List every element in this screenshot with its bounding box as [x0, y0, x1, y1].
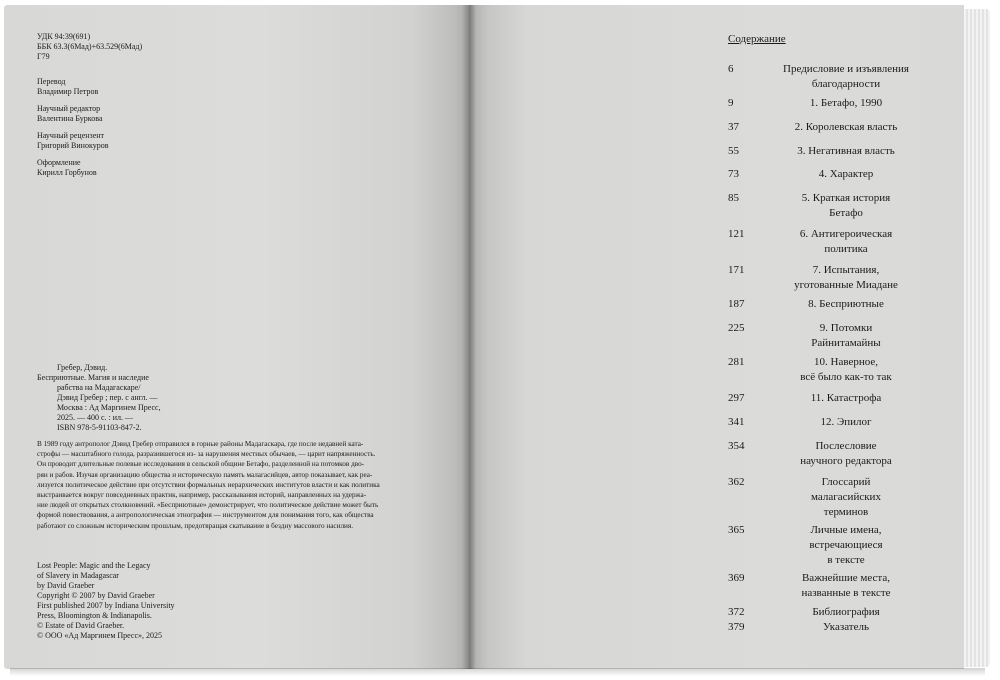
- toc-page-number: 372: [728, 606, 745, 618]
- toc-chapter-title: [773, 263, 919, 293]
- toc-page-number: 341: [728, 416, 745, 428]
- toc-title-line: 3. Негативная власть: [797, 145, 895, 157]
- toc-chapter-title: [773, 355, 919, 385]
- catalog-line: Бесприютные. Магия и наследие: [37, 373, 149, 382]
- page-edges: [964, 9, 990, 667]
- toc-chapter-title: [773, 523, 919, 568]
- toc-title: Содержание: [728, 33, 786, 45]
- toc-title-line: 7. Испытания,: [812, 264, 880, 276]
- toc-chapter-title: [773, 415, 919, 430]
- credit-name: Кирилл Горбунов: [37, 168, 97, 177]
- toc-title-line: Предисловие и изъявления: [783, 63, 909, 75]
- toc-title-line: в тексте: [827, 554, 865, 566]
- credit-name: Григорий Винокуров: [37, 141, 109, 150]
- catalog-line: Гребер, Дэвид.: [57, 363, 108, 372]
- toc-chapter-title: [773, 62, 919, 92]
- toc-title-line: Райнитамайны: [811, 337, 881, 349]
- toc-title-line: политика: [824, 243, 868, 255]
- toc-title-line: научного редактора: [800, 455, 892, 467]
- toc-title-line: Глоссарий: [821, 476, 871, 488]
- credit-role: Оформление: [37, 158, 81, 167]
- credit-role: Перевод: [37, 77, 66, 86]
- toc-title-line: Важнейшие места,: [801, 572, 891, 584]
- catalog-entry: [37, 363, 267, 433]
- original-line: Press, Bloomington & Indianapolis.: [37, 611, 152, 620]
- udk-line: УДК 94:39(691): [37, 32, 91, 41]
- author-mark-line: Г79: [37, 52, 50, 61]
- toc-title-line: Библиография: [812, 606, 880, 618]
- toc-title-line: 10. Наверное,: [814, 356, 878, 368]
- toc-chapter-title: [773, 321, 919, 351]
- toc-chapter-title: [773, 439, 919, 469]
- toc-chapter-title: [773, 475, 919, 520]
- toc-page-number: 365: [728, 524, 745, 536]
- original-line: © ООО «Ад Маргинем Пресс», 2025: [37, 631, 163, 640]
- toc-title-line: 8. Бесприютные: [808, 298, 884, 310]
- toc-title-line: 12. Эпилог: [820, 416, 872, 428]
- toc-page-number: 354: [728, 440, 745, 452]
- toc-chapter-title: [773, 120, 919, 135]
- credit-role: Научный редактор: [37, 104, 101, 113]
- abstract-line: Он проводит длительные полевые исследования в сельской общине Бетафо, разделенной на потомков дво-: [37, 460, 365, 469]
- toc-chapter-title: [773, 167, 919, 182]
- abstract-line: выстраивается вокруг повседневных практик, например, рассказывания историй, направленных на удержа-: [37, 491, 367, 500]
- abstract-line: строфы — масштабного голода, разразившегося из- за нарушения местных обычаев, — царит напряженность.: [37, 450, 376, 459]
- toc-chapter-title: [773, 227, 919, 257]
- udk-block: [37, 32, 142, 62]
- toc-title-line: Послесловие: [815, 440, 877, 452]
- toc-title-line: Указатель: [822, 621, 870, 633]
- toc-page-number: 297: [728, 392, 745, 404]
- toc-chapter-title: [773, 620, 919, 635]
- original-line: by David Graeber: [37, 581, 95, 590]
- toc-page-number: 6: [728, 63, 734, 75]
- original-line: Lost People: Magic and the Legacy: [37, 561, 151, 570]
- toc-page-number: 369: [728, 572, 745, 584]
- toc-page-number: 9: [728, 97, 734, 109]
- toc-page-number: 379: [728, 621, 745, 633]
- toc-page-number: 281: [728, 356, 745, 368]
- toc-title-line: 1. Бетафо, 1990: [809, 97, 883, 109]
- credit-name: Валентина Буркова: [37, 114, 103, 123]
- toc-title-line: Личные имена,: [810, 524, 882, 536]
- toc-title-line: 5. Краткая история: [801, 192, 891, 204]
- toc-title-line: малагасийских: [811, 491, 881, 503]
- catalog-line: рабства на Мадагаскаре/: [57, 383, 141, 392]
- credit-role: Научный рецензент: [37, 131, 105, 140]
- toc-chapter-title: [773, 571, 919, 601]
- catalog-line: 2025. — 400 с. : ил. —: [57, 413, 134, 422]
- toc-page-number: 171: [728, 264, 745, 276]
- original-line: of Slavery in Madagascar: [37, 571, 119, 580]
- book-abstract: [37, 439, 389, 531]
- catalog-line: ISBN 978-5-91103-847-2.: [57, 423, 142, 432]
- toc-chapter-title: [773, 144, 919, 159]
- credit-editor: [37, 104, 103, 124]
- original-edition-info: [37, 561, 237, 641]
- toc-title-line: Бетафо: [829, 207, 863, 219]
- bbk-line: ББК 63.3(6Мад)+63.529(6Мад): [37, 42, 143, 51]
- credit-design: [37, 158, 97, 178]
- abstract-line: рян и рабов. Изучая организацию общества и историческую память малагасийцев, автор показывает, как реа-: [37, 470, 373, 479]
- abstract-line: формой повествования, а антропологическая этнография — инструментом для понимания того, как общества: [37, 511, 374, 520]
- toc-page-number: 55: [728, 145, 739, 157]
- abstract-line: ние людей от открытых столкновений. «Бесприютные» демонстрирует, что политическое действие может быть: [37, 501, 379, 510]
- credit-translation: [37, 77, 98, 97]
- abstract-line: лизуется политическое действие при отсутствии формальных иерархических институтов власти и как политика: [37, 480, 380, 489]
- toc-title-line: 9. Потомки: [819, 322, 873, 334]
- catalog-line: Дэвид Гребер ; пер. с англ. —: [57, 393, 158, 402]
- toc-page-number: 73: [728, 168, 739, 180]
- credit-reviewer: [37, 131, 109, 151]
- book-shadow: [10, 668, 985, 676]
- toc-page-number: 85: [728, 192, 739, 204]
- toc-page-number: 187: [728, 298, 745, 310]
- toc-title-line: уготованные Миадане: [794, 279, 898, 291]
- toc-page-number: 225: [728, 322, 745, 334]
- toc-title-line: благодарности: [811, 78, 881, 90]
- original-line: © Estate of David Graeber.: [37, 621, 125, 630]
- toc-page-number: 121: [728, 228, 745, 240]
- toc-title-line: названные в тексте: [801, 587, 891, 599]
- toc-title-line: встречающиеся: [809, 539, 883, 551]
- toc-page-number: 362: [728, 476, 745, 488]
- original-line: Copyright © 2007 by David Graeber: [37, 591, 155, 600]
- toc-title-line: всё было как-то так: [800, 371, 892, 383]
- toc-title-line: 6. Антигероическая: [799, 228, 893, 240]
- catalog-line: Москва : Ад Маргинем Пресс,: [57, 403, 161, 412]
- toc-chapter-title: [773, 191, 919, 221]
- credit-name: Владимир Петров: [37, 87, 99, 96]
- toc-title-line: 4. Характер: [818, 168, 874, 180]
- toc-page-number: 37: [728, 121, 739, 133]
- toc-chapter-title: [773, 96, 919, 111]
- toc-title-line: 2. Королевская власть: [794, 121, 898, 133]
- toc-chapter-title: [773, 297, 919, 312]
- original-line: First published 2007 by Indiana University: [37, 601, 175, 610]
- abstract-line: В 1989 году антрополог Дэвид Гребер отправился в горные районы Мадагаскара, где после недавней ката-: [37, 440, 364, 448]
- toc-chapter-title: [773, 391, 919, 406]
- book-gutter: [462, 5, 476, 669]
- abstract-line: работают со сложным историческим прошлым, предотвращая скатывание в бездну массового насилия.: [37, 521, 353, 530]
- toc-title-line: 11. Катастрофа: [810, 392, 882, 404]
- toc-title-line: терминов: [823, 506, 869, 518]
- toc-chapter-title: [773, 605, 919, 620]
